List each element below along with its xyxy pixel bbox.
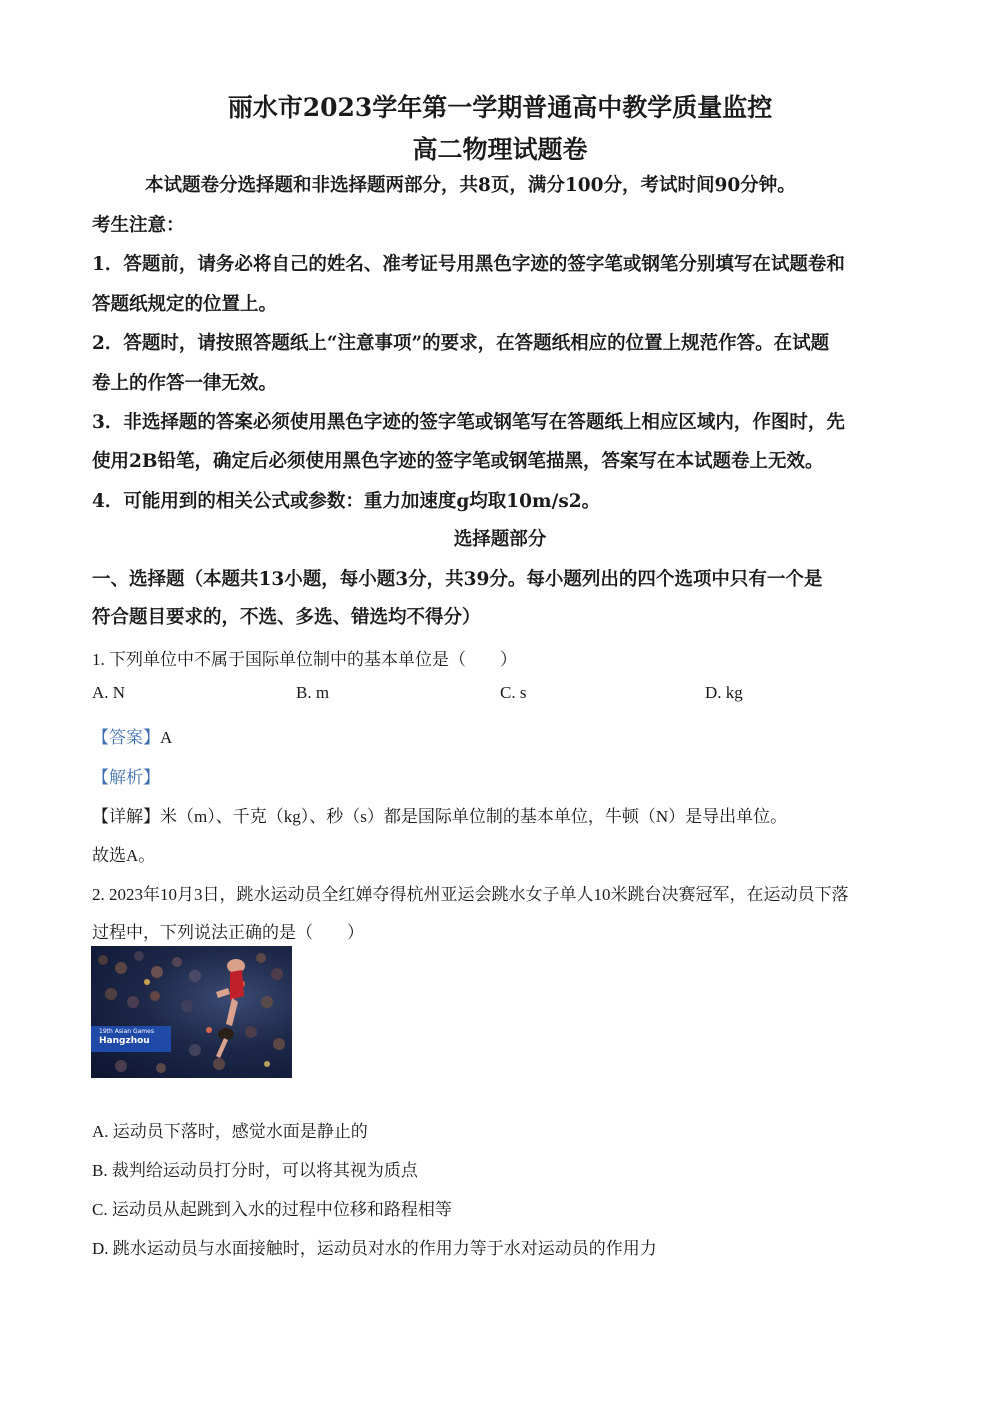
q1-option-a: A. N [92, 683, 126, 702]
asian-games-badge [91, 1026, 171, 1052]
notice-line: 2．答题时，请按照答题纸上“注意事项”的要求，在答题纸相应的位置上规范作答。在试题 [92, 333, 830, 354]
notice-line: 答题纸规定的位置上。 [92, 294, 278, 315]
crowd-background [91, 946, 292, 1078]
badge-subtitle: 19th Asian Games [99, 1028, 154, 1035]
section-heading: 符合题目要求的，不选、多选、错选均不得分） [92, 607, 481, 628]
notice-line: 使用2B铅笔，确定后必须使用黑色字迹的签字笔或钢笔描黑，答案写在本试题卷上无效。 [92, 451, 824, 472]
answer-tag: 【答案】 [92, 728, 160, 747]
notice-heading: 考生注意： [92, 215, 185, 236]
q1-detail: 【详解】米（m）、千克（kg）、秒（s）都是国际单位制的基本单位，牛顿（N）是导出单位。 [92, 807, 788, 826]
question-2-stem-cont: 过程中，下列说法正确的是（ ） [92, 923, 364, 942]
diver-figure [196, 952, 256, 1062]
q1-answer-row [92, 723, 172, 748]
q1-option-b: B. m [296, 683, 330, 702]
notice-line: 1．答题前，请务必将自己的姓名、准考证号用黑色字迹的签字笔或钢笔分别填写在试题卷和 [92, 254, 845, 275]
exam-title: 丽水市2023学年第一学期普通高中教学质量监控 [227, 93, 773, 122]
notice-line: 卷上的作答一律无效。 [92, 373, 278, 394]
notice-line: 4．可能用到的相关公式或参数：重力加速度g均取10m/s2。 [92, 491, 601, 512]
q1-conclusion: 故选A。 [92, 846, 156, 865]
q1-option-d: D. kg [705, 683, 743, 702]
notice-line: 3．非选择题的答案必须使用黑色字迹的签字笔或钢笔写在答题纸上相应区域内，作图时，先 [92, 412, 845, 433]
q2-option-b: B. 裁判给运动员打分时，可以将其视为质点 [92, 1161, 418, 1180]
q1-answer: A [160, 728, 173, 747]
q2-option-d: D. 跳水运动员与水面接触时，运动员对水的作用力等于水对运动员的作用力 [92, 1239, 657, 1258]
q2-option-c: C. 运动员从起跳到入水的过程中位移和路程相等 [92, 1200, 452, 1219]
diver-photo [91, 946, 292, 1078]
question-2-stem: 2. 2023年10月3日，跳水运动员全红婵夺得杭州亚运会跳水女子单人10米跳台决赛冠军，在运动员下落 [92, 885, 849, 904]
exam-intro: 本试题卷分选择题和非选择题两部分，共8页，满分100分，考试时间90分钟。 [145, 175, 796, 196]
q1-option-c: C. s [500, 683, 527, 702]
question-1-stem: 1. 下列单位中不属于国际单位制中的基本单位是（ ） [92, 650, 517, 669]
section-title: 选择题部分 [453, 529, 547, 550]
badge-title: Hangzhou [99, 1036, 150, 1046]
exam-subtitle: 高二物理试题卷 [412, 135, 588, 164]
section-heading: 一、选择题（本题共13小题，每小题3分，共39分。每小题列出的四个选项中只有一个是 [92, 569, 823, 590]
q2-option-a: A. 运动员下落时，感觉水面是静止的 [92, 1122, 368, 1141]
analysis-tag: 【解析】 [92, 768, 160, 787]
